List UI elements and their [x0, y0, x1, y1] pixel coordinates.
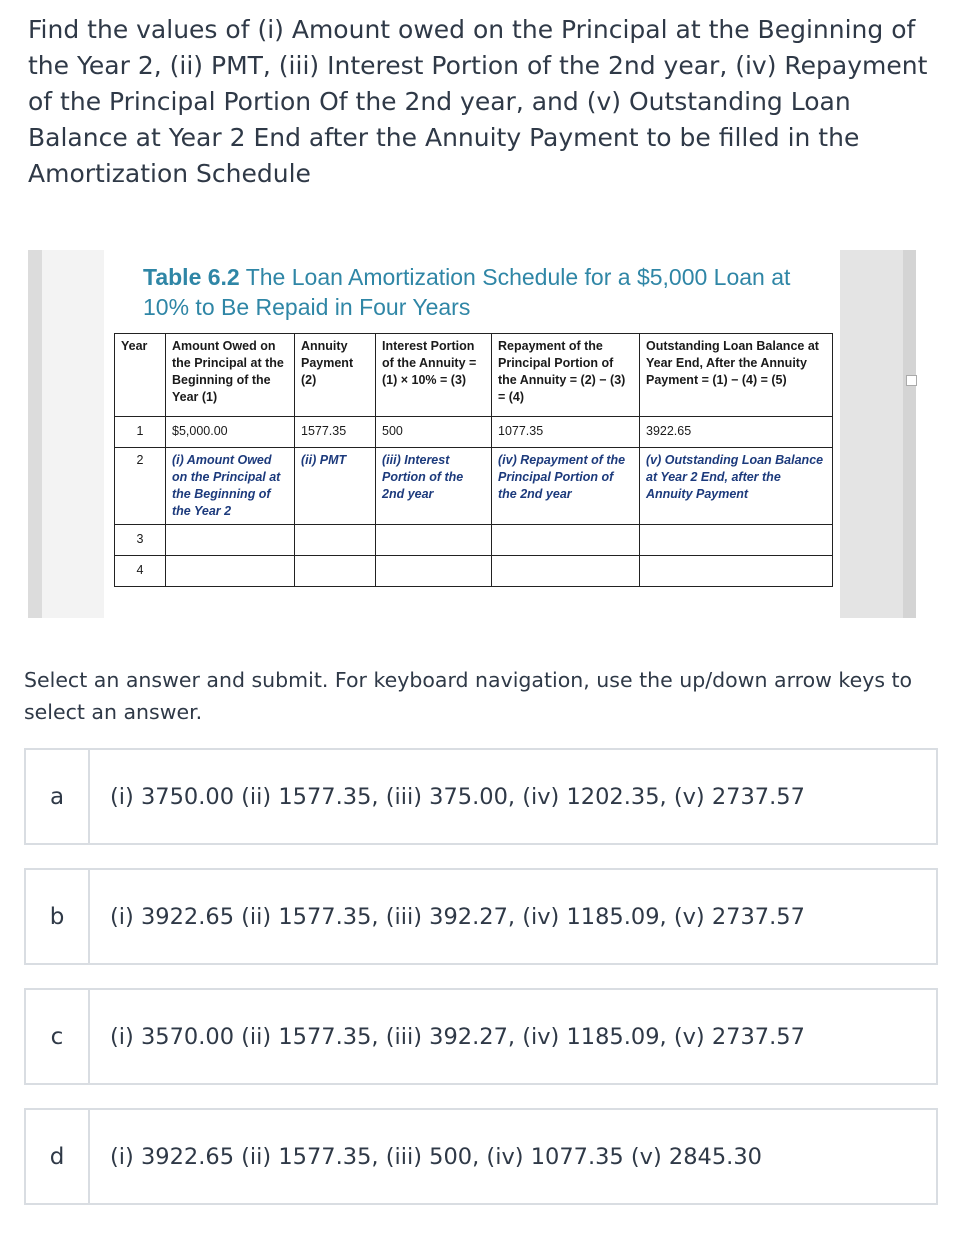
- cell-interest-portion: [376, 556, 492, 587]
- cell-amount-owed: $5,000.00: [166, 417, 295, 448]
- header-repayment-principal: Repayment of the Principal Portion of the Annuity = (2) − (3) = (4): [492, 334, 640, 417]
- cell-interest-portion: [376, 525, 492, 556]
- question-text: Find the values of (i) Amount owed on the Principal at the Beginning of the Year 2, (ii) PMT, (iii) Interest Portion of the 2nd year, (iv) Repayment of the Principal Portion Of the 2nd year, and (v) Outstanding Loan Balance at Year 2 End after the Annuity Payment to be filled in the Amortization Schedule: [28, 15, 928, 188]
- amortization-table-image: [28, 250, 916, 618]
- placeholder-interest-portion: (iii) Interest Portion of the 2nd year: [382, 453, 464, 501]
- table-caption: [143, 262, 803, 322]
- image-margin-left: [28, 250, 42, 618]
- answer-option-b[interactable]: [24, 868, 938, 965]
- amortization-schedule-table: [114, 333, 833, 587]
- cell-annuity-payment: [295, 525, 376, 556]
- table-row: [115, 417, 833, 448]
- header-year: Year: [115, 334, 166, 417]
- cell-repayment-principal: 1077.35: [492, 417, 640, 448]
- instructions-text: Select an answer and submit. For keyboard navigation, use the up/down arrow keys to select an answer.: [24, 668, 913, 724]
- resize-handle-icon: [906, 375, 917, 386]
- cell-annuity-payment: [295, 448, 376, 525]
- cell-repayment-principal: [492, 525, 640, 556]
- placeholder-repayment-principal: (iv) Repayment of the Principal Portion of the 2nd year: [498, 453, 626, 501]
- cell-interest-portion: [376, 448, 492, 525]
- cell-amount-owed: [166, 525, 295, 556]
- cell-year: 1: [115, 417, 166, 448]
- cell-interest-portion: 500: [376, 417, 492, 448]
- cell-amount-owed: [166, 448, 295, 525]
- placeholder-outstanding-balance: (v) Outstanding Loan Balance at Year 2 End, after the Annuity Payment: [646, 453, 824, 501]
- option-text: (i) 3750.00 (ii) 1577.35, (iii) 375.00, (iv) 1202.35, (v) 2737.57: [110, 783, 805, 810]
- cell-repayment-principal: [492, 556, 640, 587]
- placeholder-amount-owed: (i) Amount Owed on the Principal at the Beginning of the Year 2: [172, 453, 281, 518]
- header-amount-owed: Amount Owed on the Principal at the Beginning of the Year (1): [166, 334, 295, 417]
- cell-annuity-payment: [295, 556, 376, 587]
- table-caption-label: Table 6.2: [143, 264, 240, 290]
- cell-outstanding-balance: [640, 556, 833, 587]
- cell-year: 2: [115, 448, 166, 525]
- header-interest-portion: Interest Portion of the Annuity = (1) × 10% = (3): [376, 334, 492, 417]
- cell-outstanding-balance: [640, 525, 833, 556]
- answer-option-c[interactable]: [24, 988, 938, 1085]
- cell-outstanding-balance: [640, 448, 833, 525]
- option-letter: a: [26, 750, 90, 843]
- option-letter: d: [26, 1110, 90, 1203]
- table-row: [115, 556, 833, 587]
- table-caption-text: The Loan Amortization Schedule for a $5,000 Loan at 10% to Be Repaid in Four Years: [143, 264, 791, 320]
- header-annuity-payment: Annuity Payment (2): [295, 334, 376, 417]
- option-letter: c: [26, 990, 90, 1083]
- cell-annuity-payment: 1577.35: [295, 417, 376, 448]
- option-letter: b: [26, 870, 90, 963]
- cell-repayment-principal: [492, 448, 640, 525]
- answer-option-a[interactable]: [24, 748, 938, 845]
- table-header-row: [115, 334, 833, 417]
- cell-year: 3: [115, 525, 166, 556]
- image-margin-left-inner: [42, 250, 104, 618]
- option-text: (i) 3570.00 (ii) 1577.35, (iii) 392.27, (iv) 1185.09, (v) 2737.57: [110, 1023, 805, 1050]
- cell-year: 4: [115, 556, 166, 587]
- image-margin-right-edge: [903, 250, 916, 618]
- cell-outstanding-balance: 3922.65: [640, 417, 833, 448]
- option-text: (i) 3922.65 (ii) 1577.35, (iii) 500, (iv) 1077.35 (v) 2845.30: [110, 1143, 762, 1170]
- placeholder-pmt: (ii) PMT: [301, 453, 347, 467]
- cell-amount-owed: [166, 556, 295, 587]
- header-outstanding-balance: Outstanding Loan Balance at Year End, After the Annuity Payment = (1) − (4) = (5): [640, 334, 833, 417]
- option-text: (i) 3922.65 (ii) 1577.35, (iii) 392.27, (iv) 1185.09, (v) 2737.57: [110, 903, 805, 930]
- table-row: [115, 525, 833, 556]
- table-row: [115, 448, 833, 525]
- answer-option-d[interactable]: [24, 1108, 938, 1205]
